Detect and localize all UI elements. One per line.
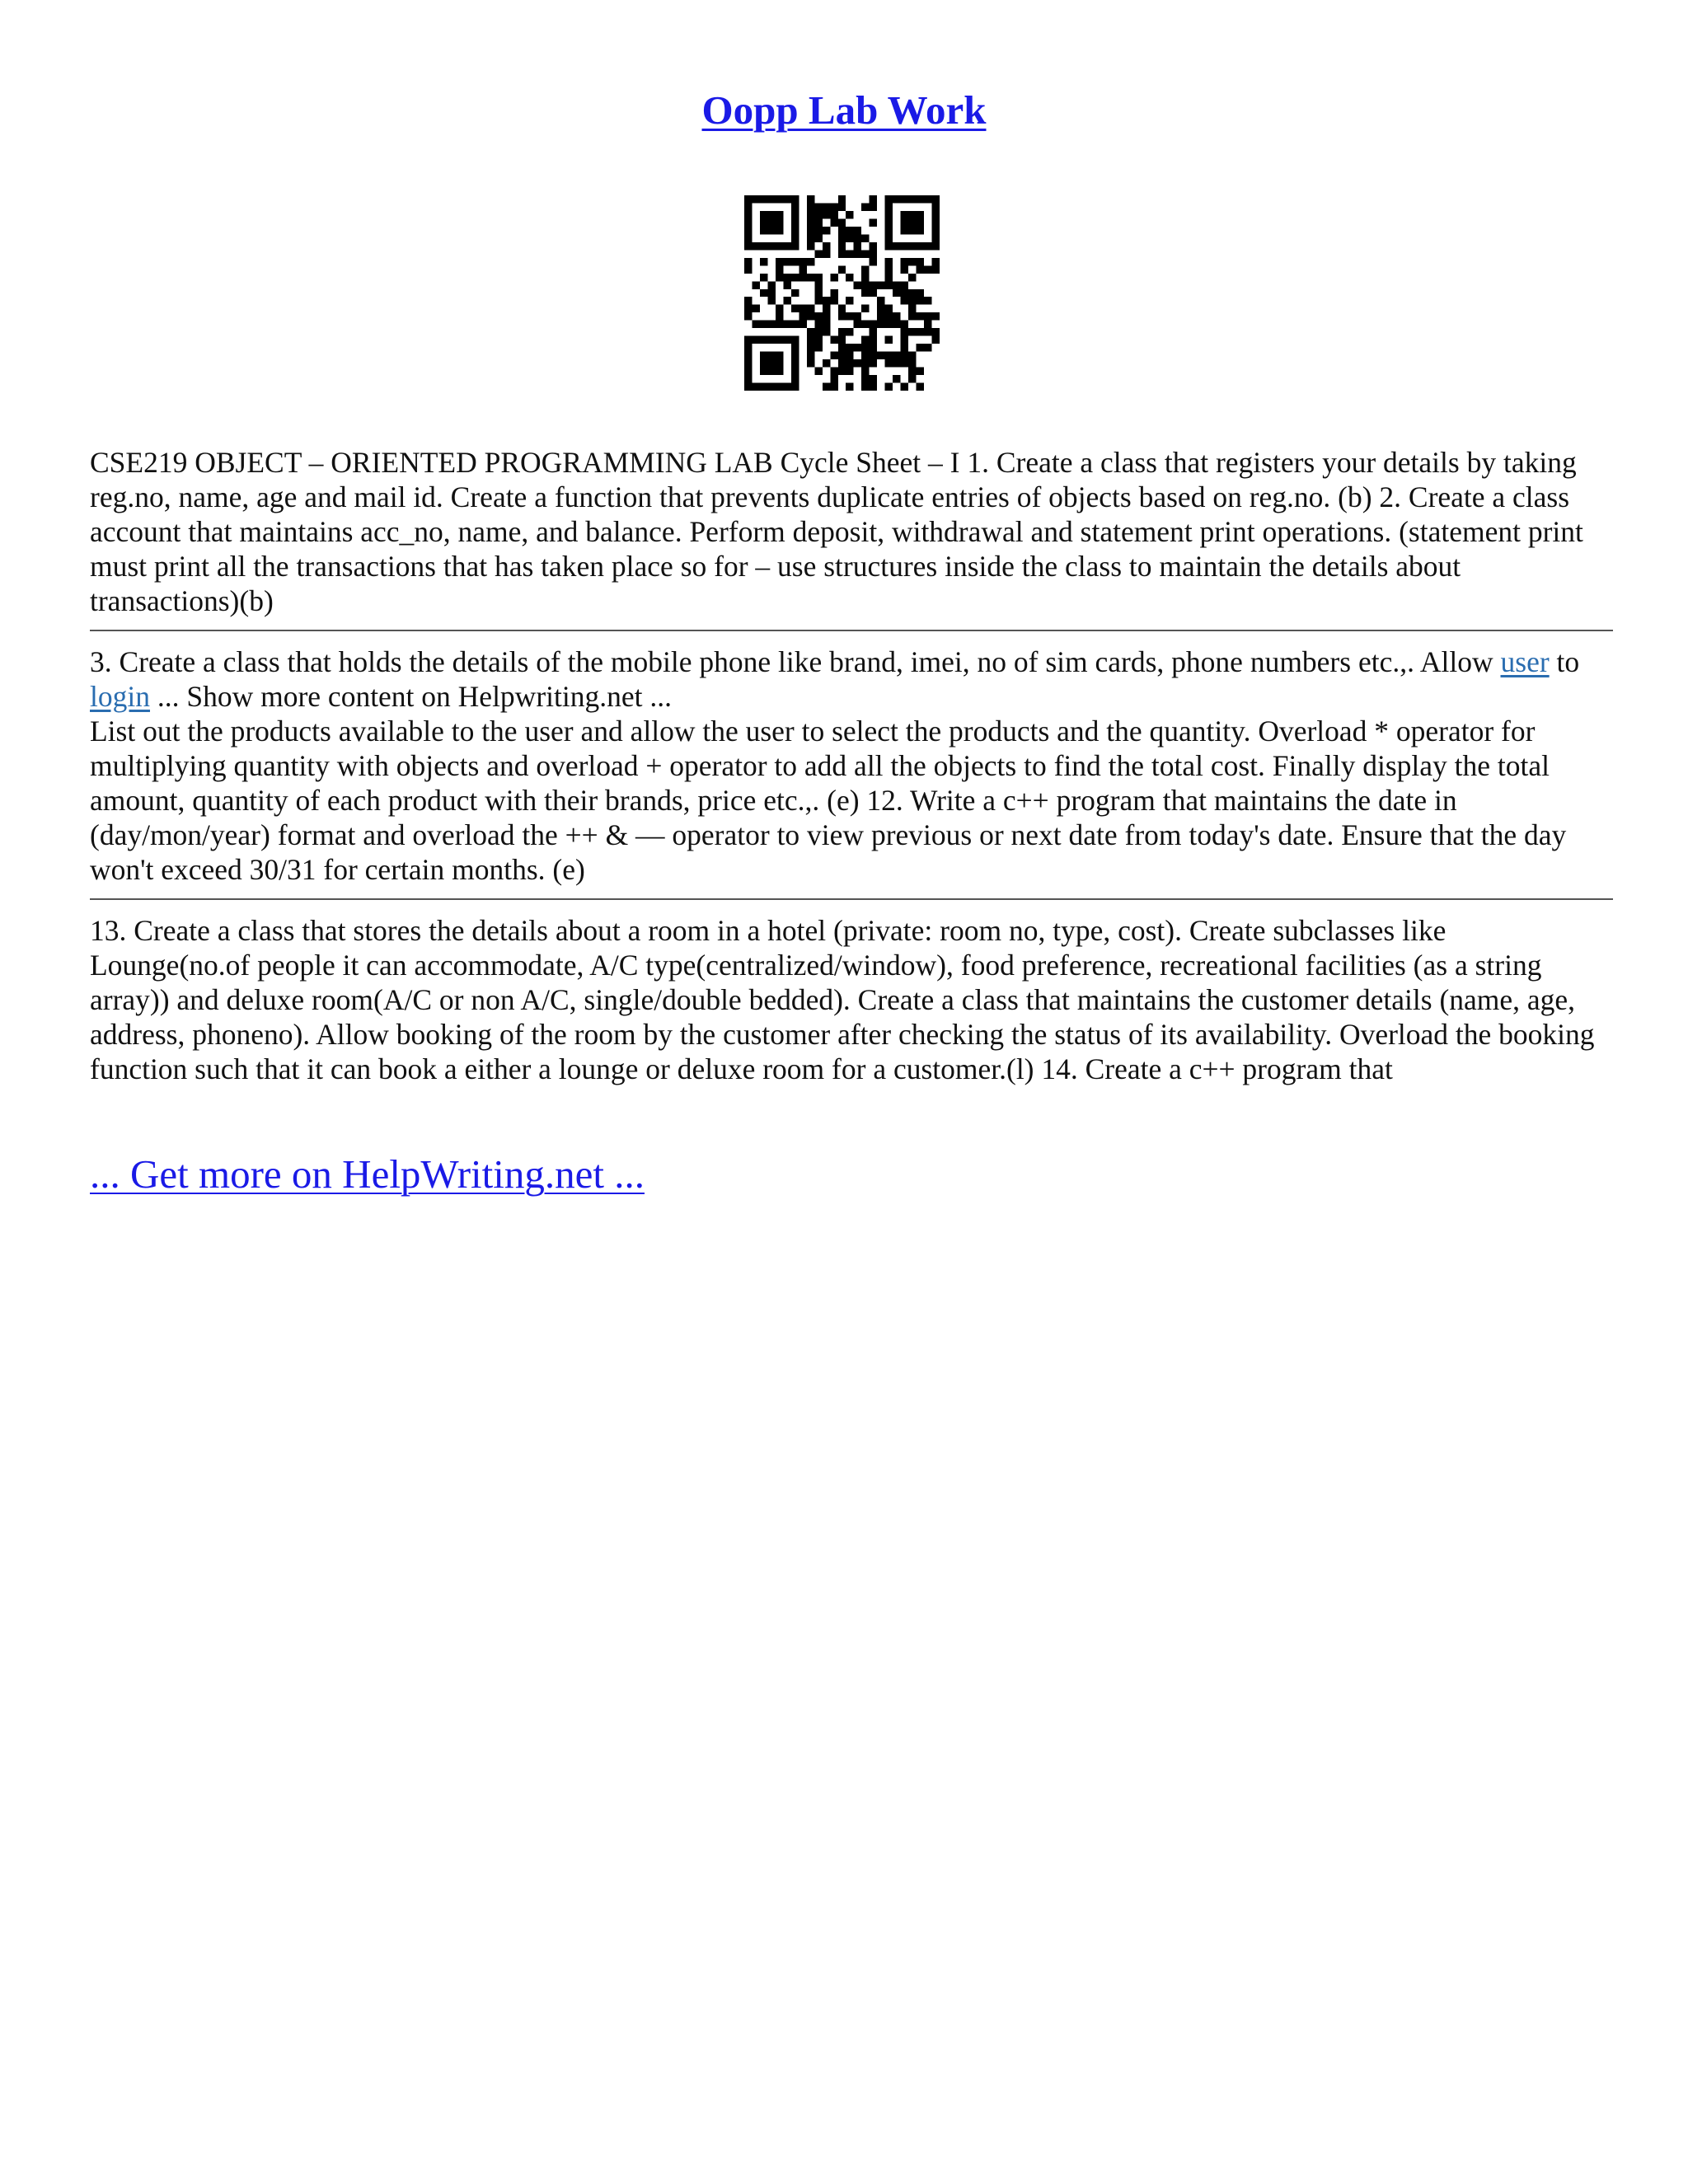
user-link[interactable]: user (1500, 645, 1550, 678)
get-more-link[interactable]: ... Get more on HelpWriting.net ... (90, 1151, 645, 1197)
paragraph-text: 3. Create a class that holds the details of the mobile phone like brand, imei, no of sim cards, phone numbers etc.,. Allow (90, 645, 1501, 678)
document-body (90, 445, 1613, 1086)
qr-code-image (744, 195, 940, 391)
title-link[interactable]: Oopp Lab Work (701, 87, 987, 133)
login-link[interactable]: login (90, 680, 150, 713)
paragraph-text: ... Show more content on Helpwriting.net ... (149, 680, 672, 713)
paragraph-products: List out the products available to the user and allow the user to select the products and the quantity. Overload * operator for multiplying quantity with objects and overload + operator to add all the objects to find the total cost. Finally display the total amount, quantity of each product with their brands, price etc.,. (e) 12. Write a c++ program that maintains the date in (day/mon/year) format and overload the ++ & — operator to view previous or next date from today's date. Ensure that the day won't exceed 30/31 for certain months. (e) (90, 715, 1567, 886)
paragraph-hotel-room: 13. Create a class that stores the details about a room in a hotel (private: room no, type, cost). Create subclasses like Lounge(no.of people it can accommodate, A/C type(centralized/window), food preference, recreational facilities (as a string array)) and deluxe room(A/C or non A/C, single/double bedded). Create a class that maintains the customer details (name, age, address, phoneno). Allow booking of the room by the customer after checking the status of its availability. Overload the booking function such that it can book a either a lounge or deluxe room for a customer.(l) 14. Create a c++ program that (90, 914, 1595, 1085)
paragraph-cycle-sheet: CSE219 OBJECT – ORIENTED PROGRAMMING LAB Cycle Sheet – I 1. Create a class that registers your details by taking reg.no, name, age and mail id. Create a function that prevents duplicate entries of objects based on reg.no. (b) 2. Create a class account that maintains acc_no, name, and balance. Perform deposit, withdrawal and statement print operations. (statement print must print all the transactions that has taken place so for – use structures inside the class to maintain the details about transactions)(b) (90, 446, 1583, 617)
paragraph-mobile-phone (90, 644, 1613, 714)
divider (90, 630, 1613, 631)
get-more-section (90, 1150, 645, 1199)
paragraph-text: to (1549, 645, 1580, 678)
page-title (0, 86, 1688, 135)
divider (90, 898, 1613, 900)
